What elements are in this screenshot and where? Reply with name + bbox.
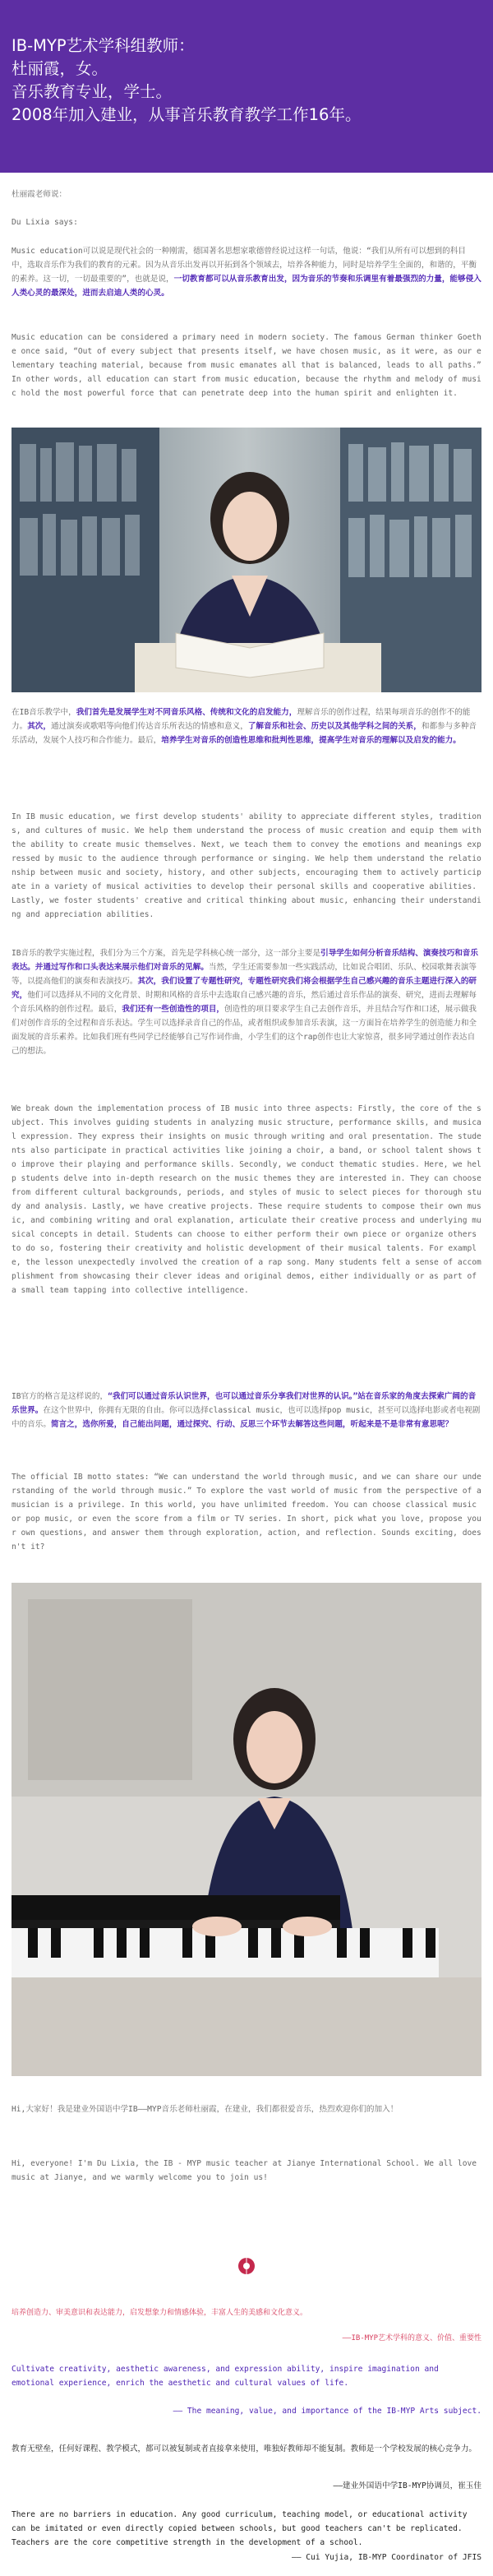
paragraph-9: Hi,大家好！我是建业外国语中学IB——MYP音乐老师杜丽霞，在建业，我们都很爱音乐，热烈欢迎你们的加入！ xyxy=(12,2105,399,2114)
header-line-1: IB-MYP艺术学科组教师： xyxy=(12,36,195,55)
p7-a: IB官方的格言是这样说的， xyxy=(12,1392,108,1401)
p7-d: 简言之，选你所爱，自己能出问题，通过探究、行动、反思三个环节去解答这些问题，听起来是不是非常有意思呢？ xyxy=(50,1420,454,1429)
paragraph-1 xyxy=(12,244,481,300)
p5-a: IB音乐的教学实施过程，我们分为三个方案，首先是学科核心统一部分，这一部分主要是 xyxy=(12,949,321,958)
p3-h: 培养学生对音乐的创造性思维和批判性思维，提高学生对音乐的理解以及启发的能力。 xyxy=(161,736,461,745)
quote-2-en-attr: —— Cui Yujia, IB-MYP Coordinator of JFIS xyxy=(291,2553,481,2562)
paragraph-3 xyxy=(12,705,481,747)
paragraph-6: We break down the implementation process of IB music into three aspects: Firstly, the core of the subject. This involves guiding students in analyzing music structure, performance skills, and musical expression. They express their insights on music through writing and oral presentation. The students also participate in practical activities like joining a choir, a band, or school talent shows to improve their playing and performance skills. Secondly, we conduct thematic studies. Here, we help students delve into in-depth research on the music themes they are interested in. They can choose from different cultural backgrounds, periods, and styles of music to select pieces for thorough study and analysis. Lastly, we have creative projects. These require students to compose their own music, and combining writing and oral explanation, articulate their creative process and underlying musical concepts in detail. Students can choose to either perform their own piece or organize others to do so, fostering their creativity and holistic development of their musical talents. For example, the lesson unexpectedly involved the creation of a rap song. Many students felt a sense of accomplishment from showcasing their clever ideas and original demos, either individually or as part of a small team tapping into collective intelligence. xyxy=(12,1104,481,1295)
paragraph-10: Hi, everyone! I'm Du Lixia, the IB - MYP music teacher at Jianye International School. We all love music at Jianye, and we warmly welcome you to join us! xyxy=(12,2159,477,2182)
teacher-reading-photo xyxy=(12,428,481,692)
quote-1-attr: ——IB-MYP艺术学科的意义、价值、重要性 xyxy=(342,2334,481,2342)
paragraph-1-highlight: 一切教育都可以从音乐教育出发，因为音乐的节奏和乐调里有着最强烈的力量，能够侵入人类心灵的最深处，进而去启迪人类的心灵。 xyxy=(12,275,481,298)
quote-1-cn: 培养创造力、审美意识和表达能力，启发想象力和情感体验，丰富人生的美感和文化意义。 xyxy=(12,2309,308,2317)
intro-cn: 杜丽霞老师说： xyxy=(12,190,67,199)
header-line-2: 杜丽霞，女。 xyxy=(12,59,108,78)
p5-g: 创造性的项目要求学生自己去创作音乐，并且结合写作和口述，展示做我们对创作音乐的全过程和音乐表达。学生可以选择录音自己的作品，或者组织或参加音乐表演，这一方面旨在培养学生的创造能力和全面发展的音乐素养。比如我们班有些同学已经能够自己写作词作曲，小学生们的这个rap创作也让大家惊喜，很多同学通过创作表达自己的想法。 xyxy=(12,1005,477,1056)
p5-c: 当然，学生还需要参加一些实践活动，比如说合唱团、乐队、校园歌舞表演等等，以提高他们的演奏和表演技巧。 xyxy=(12,963,477,986)
music-ornament-icon xyxy=(237,2256,256,2276)
p5-f: 我们还有一些创造性的项目， xyxy=(122,1005,225,1014)
p5-e: 他们可以选择从不同的文化背景、时期和风格的音乐中去选取自己感兴趣的音乐，然后通过音乐作品的演奏、研究，进而去理解每个音乐风格的创作过程。最后， xyxy=(12,991,477,1014)
quote-1-en-attr: —— The meaning, value, and importance of the IB-MYP Arts subject. xyxy=(173,2407,481,2416)
p3-a: 在IB音乐教学中， xyxy=(12,708,76,717)
quote-1-en: Cultivate creativity, aesthetic awareness, and expression ability, inspire imagination and emotional experience, enrich the aesthetic and cultural values of life. xyxy=(12,2365,439,2388)
header-line-3: 音乐教育专业，学士。 xyxy=(12,82,173,101)
p7-b: “我们可以通过音乐认识世界，也可以通过音乐分享我们对世界的认识。”站在音乐家的角度去探索广阔的音乐世界。 xyxy=(12,1392,477,1415)
p5-b: 引导学生如何分析音乐结构、演奏技巧和音乐表达。并通过写作和口头表达来展示他们对音乐的见解。 xyxy=(12,949,478,972)
paragraph-7 xyxy=(12,1390,481,1431)
paragraph-2: Music education can be considered a primary need in modern society. The famous German thinker Goethe once said, “Out of every subject that presents itself, we have chosen music, as it were, as our elementary teaching material, because from music emanates all that is balanced, leads to all paths.” In other words, all education can start from music education, because the rhythm and melody of music hold the most powerful force that can penetrate deep into the human spirit and enlighten it. xyxy=(12,333,481,398)
p3-f: 了解音乐和社会、历史以及其他学科之间的关系， xyxy=(247,722,422,731)
quote-2-en: There are no barriers in education. Any good curriculum, teaching model, or educational activity can be imitated or even directly copied between schools, but good teachers can't be replicated. Teachers are the core competitive strength in the development of a school. xyxy=(12,2510,468,2547)
p3-b: 我们首先是发展学生对不同音乐风格、传统和文化的启发能力， xyxy=(76,708,297,717)
intro-en: Du Lixia says: xyxy=(12,218,78,227)
quote-2-cn: 教育无壁垒，任何好课程、教学模式，都可以被复制或者直接拿来使用，唯独好教师却不能复制。教师是一个学校发展的核心竞争力。 xyxy=(12,2444,477,2453)
paragraph-5 xyxy=(12,946,481,1058)
paragraph-1-text: Music education可以说是现代社会的一种刚需，德国著名思想家歌德曾经说过这样一句话，他说：“我们从所有可以想到的科目中，选取音乐作为我们的教育的元素。因为从音乐出发再以开拓到各个领域去，培养各种能力，同时是培养学生全面的，和谐的，平衡的素养。这一切，一切最重要的”，也就是说， xyxy=(12,247,477,284)
p7-c: 在这个世界中，你拥有无限的自由。你可以选择classical music，也可以选择pop music，甚至可以选择电影或者电视剧中的音乐。 xyxy=(12,1406,481,1429)
p3-d: 其次， xyxy=(27,722,51,731)
paragraph-8: The official IB motto states: “We can understand the world through music, and we can share our understanding of the world through music.” To explore the vast world of music from the perspective of a musician is a privilege. In this world, you have unlimited freedom. You can choose classical music or pop music, or even the score from a film or TV series. In short, pick what you love, propose your own questions, and answer them through exploration, action, and reflection. Sounds exciting, doesn't it? xyxy=(12,1473,481,1552)
header-line-4: 2008年加入建业，从事音乐教育教学工作16年。 xyxy=(12,105,362,124)
p3-g: 和都参与多种音乐活动，发展个人技巧和合作能力。最后， xyxy=(12,722,477,745)
p3-c: 理解音乐的创作过程，结果每项音乐的创作不的能力。 xyxy=(12,708,471,731)
header-banner xyxy=(0,0,493,173)
p5-d: 其次，我们设置了专题性研究，专题性研究我们将会根据学生自己感兴趣的音乐主题进行深入的研究， xyxy=(12,977,477,1000)
quote-2-attr: ——建业外国语中学IB-MYP协调员，崔玉佳 xyxy=(333,2481,481,2490)
paragraph-4: In IB music education, we first develop students' ability to appreciate different styles, traditions, and cultures of music. We help them understand the process of music creation and equip them with the ability to create music themselves. Next, we teach them to convey the emotions and meanings expressed by music to the audience through performance or singing. We help them understand the relationship between music and society, history, and other subjects, encouraging them to actively participate in a variety of musical activities to develop their personal skills and cooperative abilities. Lastly, we foster students' creative and critical thinking about music, enhancing their understanding and appreciation abilities. xyxy=(12,812,481,919)
p3-e: 通过演奏或歌唱等向他们传达音乐所表达的情感和意义， xyxy=(50,722,248,731)
teacher-piano-photo xyxy=(12,1583,481,2076)
